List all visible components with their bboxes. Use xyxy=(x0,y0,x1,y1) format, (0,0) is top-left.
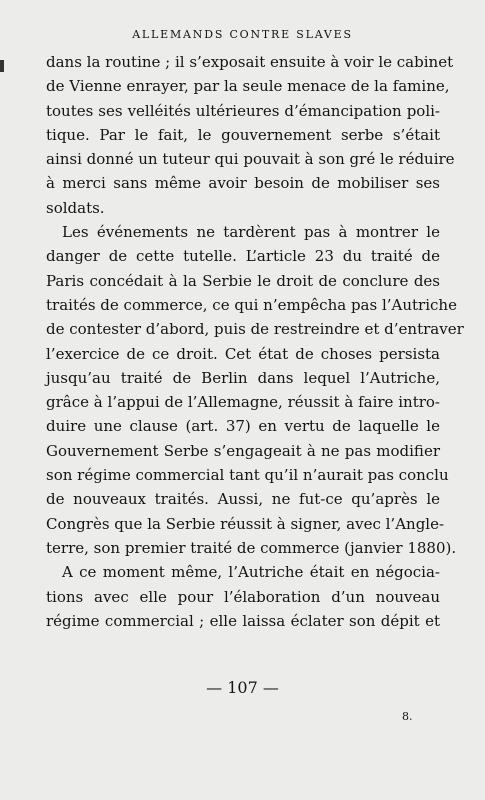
text-line: traités de commerce, ce qui n’empêcha pas l’Autriche xyxy=(46,295,457,314)
text-line: Les événements ne tardèrent pas à montrer le xyxy=(62,223,440,242)
text-line: jusqu’au traité de Berlin dans lequel l’Autriche, xyxy=(46,368,440,387)
text-line: A ce moment même, l’Autriche était en négocia- xyxy=(62,563,440,582)
text-line: de Vienne enrayer, par la seule menace de la famine, xyxy=(46,77,450,96)
text-line: terre, son premier traité de commerce (janvier 1880). xyxy=(46,538,457,557)
body-text xyxy=(46,50,464,633)
text-line: grâce à l’appui de l’Allemagne, réussit à faire intro- xyxy=(46,393,440,412)
text-line: à merci sans même avoir besoin de mobiliser ses xyxy=(46,174,440,193)
text-line: l’exercice de ce droit. Cet état de choses persista xyxy=(46,344,440,363)
running-head: ALLEMANDS CONTRE SLAVES xyxy=(132,28,353,41)
text-line: son régime commercial tant qu’il n’aurait pas conclu xyxy=(46,466,449,485)
text-line: Gouvernement Serbe s’engageait à ne pas modifier xyxy=(46,441,440,460)
text-line: Paris concédait à la Serbie le droit de conclure des xyxy=(46,271,440,290)
text-line: toutes ses velléités ultérieures d’émancipation poli- xyxy=(46,101,440,120)
text-line: duire une clause (art. 37) en vertu de laquelle le xyxy=(46,417,440,436)
text-line: tions avec elle pour l’élaboration d’un nouveau xyxy=(46,587,440,606)
signature-mark: 8. xyxy=(402,710,413,723)
text-line: Congrès que la Serbie réussit à signer, avec l’Angle- xyxy=(46,514,445,533)
text-line: dans la routine ; il s’exposait ensuite à voir le cabinet xyxy=(46,53,454,71)
text-line: tique. Par le fait, le gouvernement serbe s’était xyxy=(46,125,440,144)
page-number: — 107 — xyxy=(206,678,279,697)
text-line: ainsi donné un tuteur qui pouvait à son gré le réduire xyxy=(46,150,455,169)
text-line: danger de cette tutelle. L’article 23 du traité de xyxy=(46,247,440,266)
text-line: soldats. xyxy=(46,198,105,217)
text-line: régime commercial ; elle laissa éclater son dépit et xyxy=(46,611,440,630)
margin-mark xyxy=(0,60,4,72)
text-line: de contester d’abord, puis de restreindre et d’entraver xyxy=(46,320,464,339)
text-line: de nouveaux traités. Aussi, ne fut-ce qu’après le xyxy=(46,490,440,509)
